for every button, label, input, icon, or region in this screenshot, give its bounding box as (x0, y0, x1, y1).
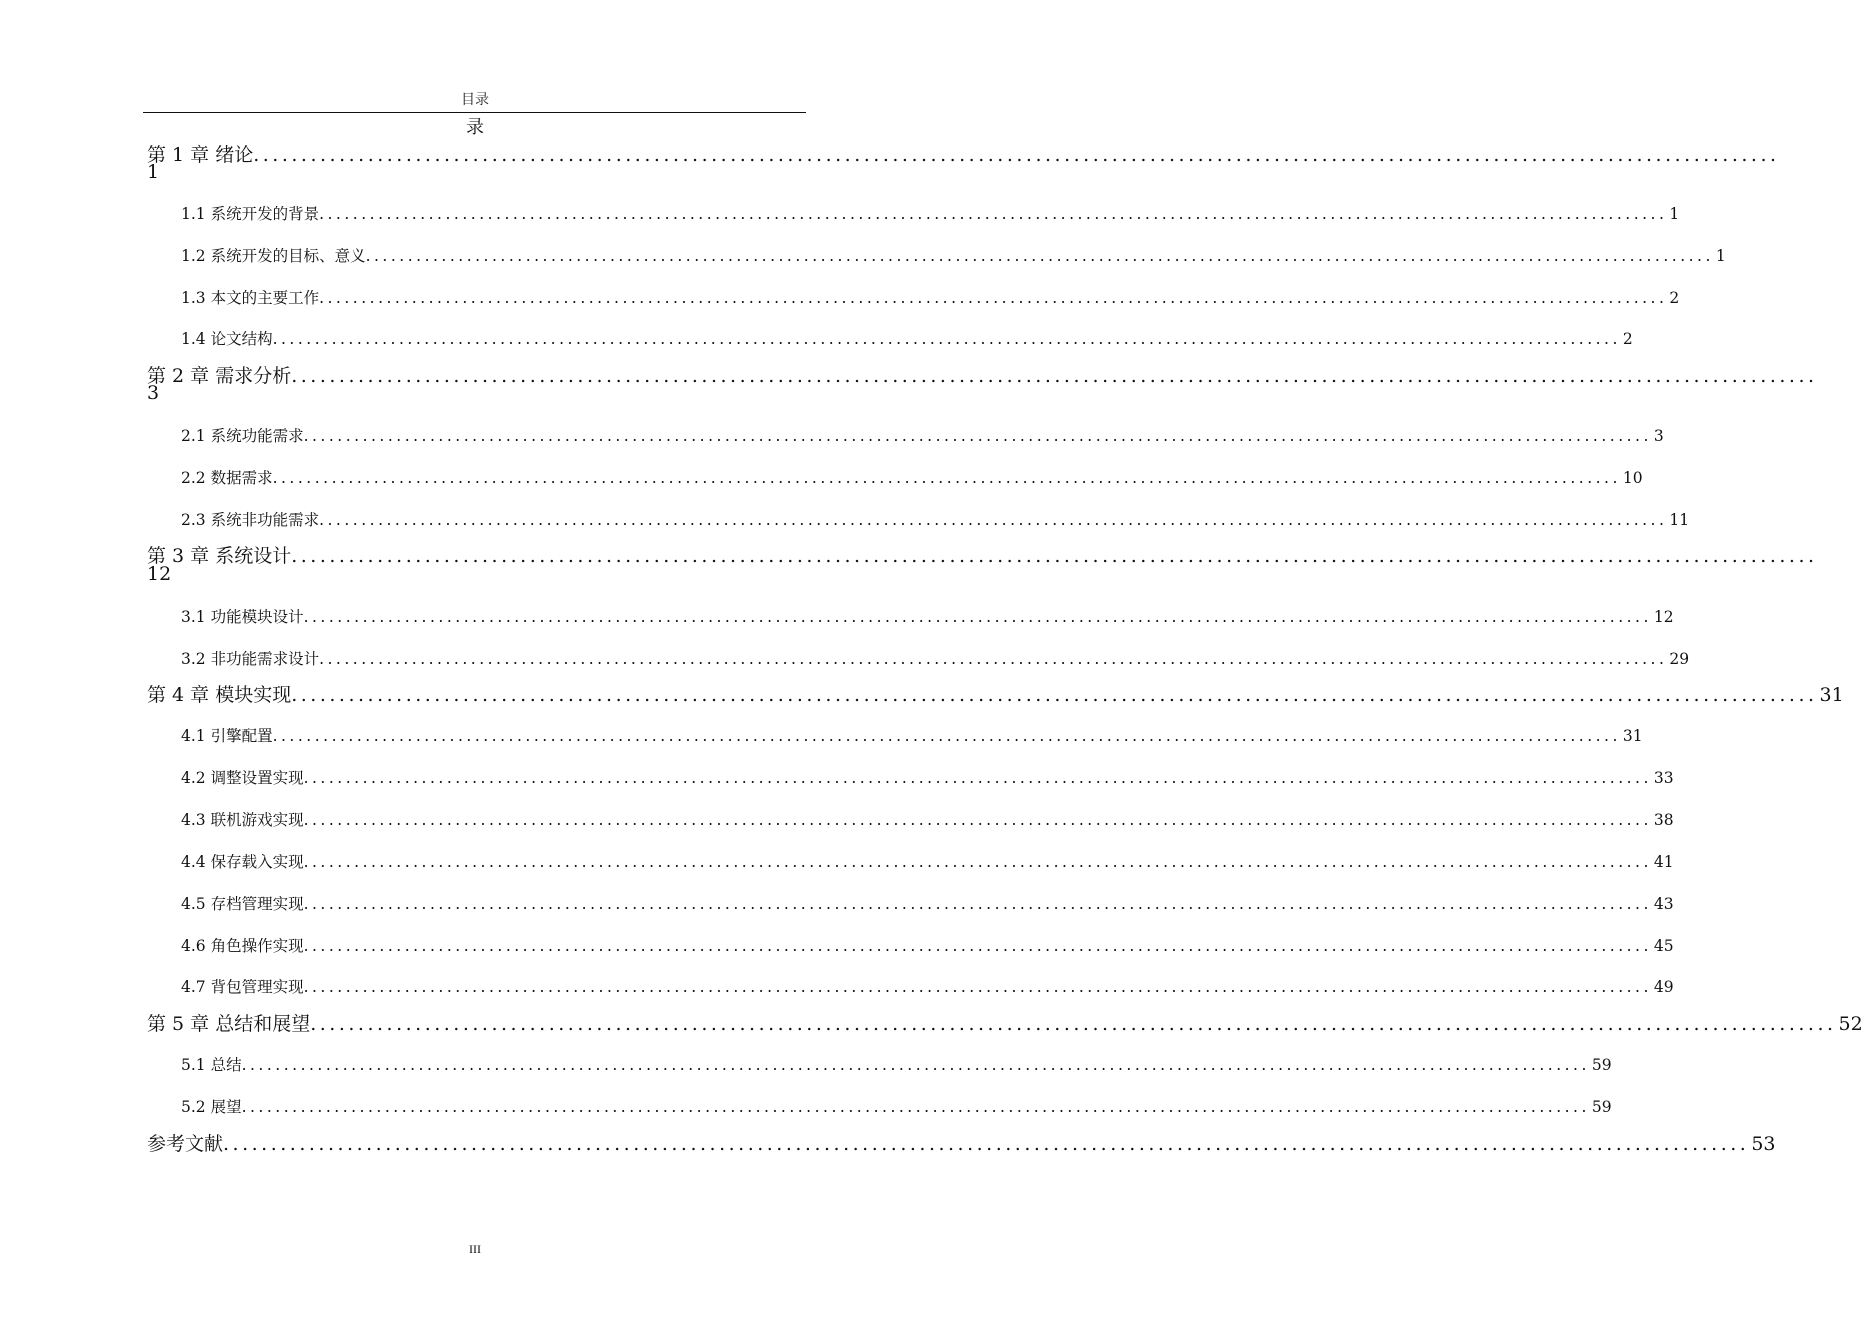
toc-section-entry[interactable] (181, 934, 1674, 956)
toc-entry-page: 38 (1653, 811, 1674, 829)
toc-entry-page: 31 (1622, 727, 1643, 745)
toc-leader-dots: ................................................................................................................................................................ (303, 427, 1652, 445)
toc-entry-title: 1.3 本文的主要工作 (181, 289, 320, 307)
toc-entry-title: 第 3 章 系统设计 (147, 545, 292, 567)
toc-entry-page: 2 (1669, 289, 1680, 307)
toc-section-entry[interactable] (181, 244, 1726, 266)
toc-entry-title: 第 4 章 模块实现 (147, 684, 292, 706)
toc-leader-dots: ................................................................................................................................................................ (241, 1098, 1590, 1116)
toc-entry-page: 33 (1653, 769, 1674, 787)
toc-leader-dots: ................................................................................................................................................................ (241, 1056, 1590, 1074)
toc-entry-title: 4.4 保存载入实现 (181, 853, 304, 871)
toc-leader-dots: ................................................................................................................................................................ (303, 978, 1652, 996)
toc-leader-dots: ................................................................................................................................................................ (303, 811, 1652, 829)
toc-entry-title: 3.1 功能模块设计 (181, 608, 304, 626)
toc-section-entry[interactable] (181, 724, 1643, 746)
toc-leader-dots: ................................................................................................................................................................ (272, 469, 1621, 487)
toc-entry-page: 12 (1653, 608, 1674, 626)
toc-entry-title: 参考文献 (147, 1133, 224, 1155)
toc-entry-page: 1 (1669, 205, 1680, 223)
toc-leader-dots: ................................................................................................................................................................ (365, 247, 1714, 265)
toc-entry-page: 2 (1622, 330, 1633, 348)
toc-chapter-entry[interactable] (147, 361, 1818, 388)
toc-entry-title: 4.6 角色操作实现 (181, 937, 304, 955)
toc-entry-title: 3.2 非功能需求设计 (181, 650, 320, 668)
toc-leader-dots: ................................................................................................................................................................ (319, 205, 1668, 223)
toc-leader-dots: ................................................................................................................................................................ (223, 1133, 1750, 1155)
toc-leader-dots: ................................................................................................................................................................ (291, 684, 1818, 706)
toc-section-entry[interactable] (181, 766, 1674, 788)
toc-entry-title: 2.2 数据需求 (181, 469, 273, 487)
toc-leader-dots: ................................................................................................................................................................ (319, 650, 1668, 668)
toc-entry-page: 49 (1653, 978, 1674, 996)
toc-entry-title: 5.1 总结 (181, 1056, 242, 1074)
toc-entry-title: 1.1 系统开发的背景 (181, 205, 320, 223)
toc-section-entry[interactable] (181, 892, 1674, 914)
toc-section-entry[interactable] (181, 647, 1690, 669)
toc-entry-page: 11 (1669, 511, 1690, 529)
toc-entry-page: 41 (1653, 853, 1674, 871)
toc-entry-page: 3 (147, 382, 160, 404)
toc-chapter-entry[interactable] (147, 1129, 1776, 1156)
toc-leader-dots: ................................................................................................................................................................ (303, 608, 1652, 626)
toc-entry-page: 53 (1751, 1133, 1776, 1155)
toc-leader-dots: ................................................................................................................................................................ (319, 289, 1668, 307)
toc-entry-title: 第 1 章 绪论 (147, 144, 254, 166)
toc-entry-page: 29 (1669, 650, 1690, 668)
toc-entry-title: 2.1 系统功能需求 (181, 427, 304, 445)
toc-entry-page: 3 (1653, 427, 1664, 445)
toc-entry-page: 59 (1591, 1098, 1612, 1116)
toc-entry-page: 1 (147, 161, 160, 183)
toc-leader-dots: ................................................................................................................................................................ (291, 365, 1818, 387)
toc-title: 录 (466, 117, 484, 138)
footer-page-number: III (469, 1242, 481, 1256)
toc-leader-dots: ................................................................................................................................................................ (310, 1013, 1837, 1035)
toc-section-entry[interactable] (181, 424, 1664, 446)
toc-chapter-entry[interactable] (147, 1009, 1863, 1036)
toc-leader-dots: ................................................................................................................................................................ (253, 144, 1780, 166)
toc-entry-title: 4.3 联机游戏实现 (181, 811, 304, 829)
toc-leader-dots: ................................................................................................................................................................ (303, 937, 1652, 955)
toc-section-entry[interactable] (181, 850, 1674, 872)
toc-leader-dots: ................................................................................................................................................................ (303, 769, 1652, 787)
toc-chapter-entry[interactable] (147, 140, 1780, 167)
toc-entry-title: 1.4 论文结构 (181, 330, 273, 348)
toc-section-entry[interactable] (181, 286, 1680, 308)
toc-entry-title: 第 5 章 总结和展望 (147, 1013, 311, 1035)
toc-section-entry[interactable] (181, 327, 1633, 349)
toc-leader-dots: ................................................................................................................................................................ (272, 330, 1621, 348)
toc-entry-page: 12 (147, 563, 172, 585)
toc-entry-title: 5.2 展望 (181, 1098, 242, 1116)
toc-section-entry[interactable] (181, 1053, 1612, 1075)
toc-entry-page: 1 (1715, 247, 1726, 265)
toc-entry-title: 2.3 系统非功能需求 (181, 511, 320, 529)
toc-leader-dots: ................................................................................................................................................................ (272, 727, 1621, 745)
toc-entry-title: 4.7 背包管理实现 (181, 978, 304, 996)
toc-section-entry[interactable] (181, 975, 1674, 997)
toc-entry-title: 1.2 系统开发的目标、意义 (181, 247, 366, 265)
toc-leader-dots: ................................................................................................................................................................ (303, 895, 1652, 913)
toc-entry-page: 10 (1622, 469, 1643, 487)
toc-entry-title: 4.2 调整设置实现 (181, 769, 304, 787)
toc-section-entry[interactable] (181, 1095, 1612, 1117)
page-header-title: 目录 (461, 92, 489, 108)
toc-entry-title: 4.1 引擎配置 (181, 727, 273, 745)
toc-leader-dots: ................................................................................................................................................................ (291, 545, 1818, 567)
toc-entry-page: 43 (1653, 895, 1674, 913)
toc-chapter-entry[interactable] (147, 680, 1844, 707)
toc-entry-title: 第 2 章 需求分析 (147, 365, 292, 387)
toc-entry-page: 45 (1653, 937, 1674, 955)
toc-section-entry[interactable] (181, 605, 1674, 627)
toc-entry-title: 4.5 存档管理实现 (181, 895, 304, 913)
toc-entry-page: 31 (1819, 684, 1844, 706)
toc-entry-page: 59 (1591, 1056, 1612, 1074)
toc-section-entry[interactable] (181, 808, 1674, 830)
toc-leader-dots: ................................................................................................................................................................ (303, 853, 1652, 871)
toc-section-entry[interactable] (181, 508, 1690, 530)
toc-section-entry[interactable] (181, 202, 1680, 224)
toc-chapter-entry[interactable] (147, 541, 1818, 568)
toc-section-entry[interactable] (181, 466, 1643, 488)
toc-leader-dots: ................................................................................................................................................................ (319, 511, 1668, 529)
toc-entry-page: 52 (1838, 1013, 1863, 1035)
